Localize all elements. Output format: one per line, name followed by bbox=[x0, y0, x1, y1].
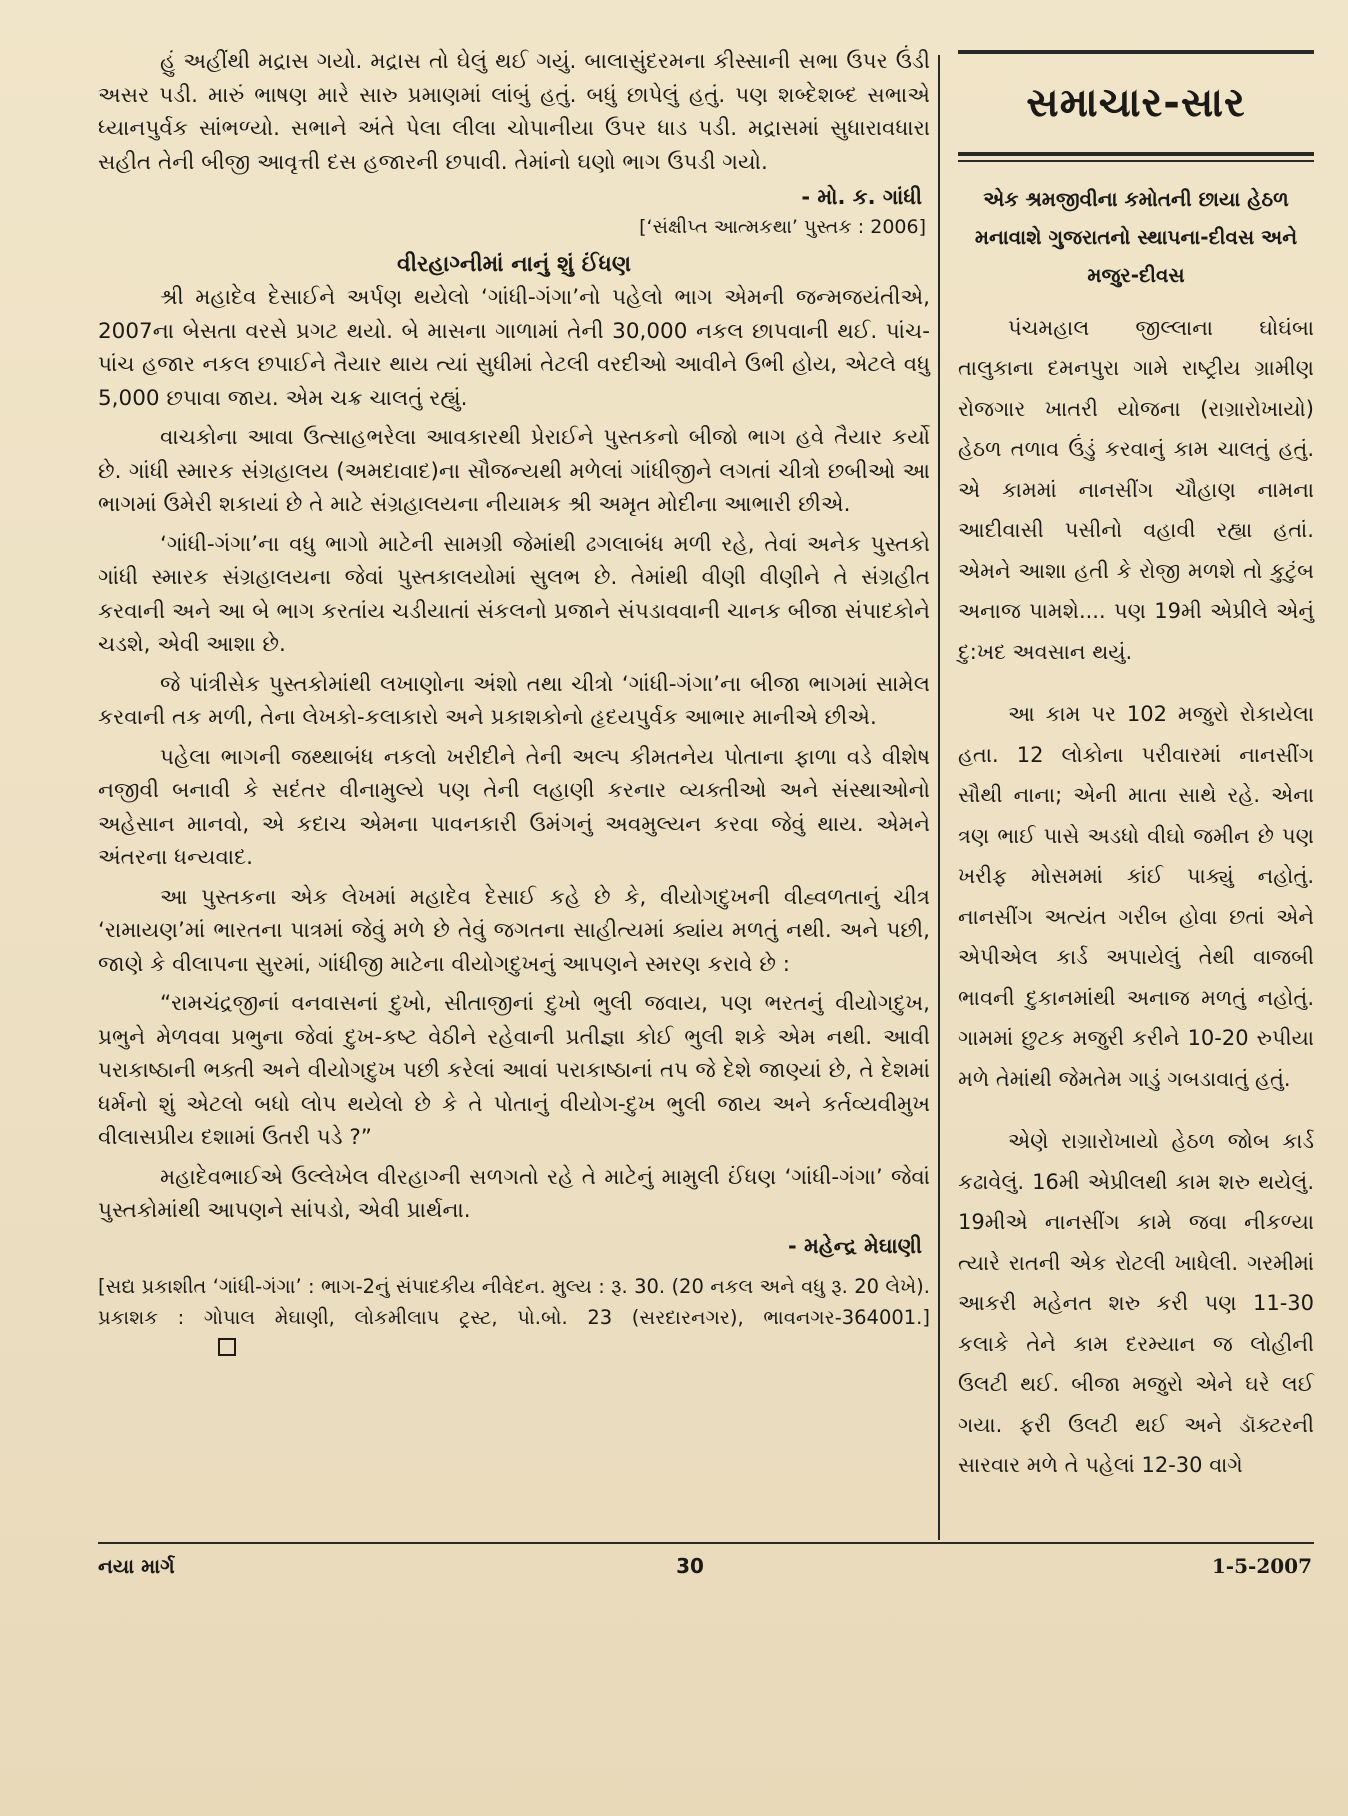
masthead-rule-top bbox=[958, 50, 1314, 54]
paragraph-8: મહાદેવભાઈએ ઉલ્લેખેલ વીરહાગ્ની સળગતો રહે તે માટેનું મામુલી ઈંધણ ‘ગાંધી-ગંગા’ જેવાં પુસ્તકોમાંથી આપણને સાંપડો, એવી પ્રાર્થના. bbox=[98, 1164, 930, 1223]
column-divider bbox=[938, 55, 940, 1540]
issue-date: 1-5-2007 bbox=[1211, 1554, 1312, 1578]
intro-paragraph: હું અહીંથી મદ્રાસ ગયો. મદ્રાસ તો ઘેલું થઈ ગયું. બાલાસુંદરમના કીસ્સાની સભા ઉપર ઉંડી અસર પડી. મારું ભાષણ મારે સારુ પ્રમાણમાં લાંબું હતું. બધું છાપેલું હતું. પણ શબ્દેશબ્દ સભાએ ધ્યાનપુર્વક સાંભળ્યો. સભાને અંતે પેલા લીલા ચોપાનીયા ઉપર ધાડ પડી. મદ્રાસમાં સુધારાવધારા સહીત તેની બીજી આવૃત્તી દસ હજારની છપાવી. તેમાંનો ઘણો ભાગ ઉપડી ગયો. bbox=[98, 49, 930, 175]
news-paragraph-1: પંચમહાલ જીલ્લાના ઘોઘંબા તાલુકાના દમનપુરા ગામે રાષ્ટ્રીય ગ્રામીણ રોજગાર ખાતરી યોજના (રાગ્રારોખાયો) હેઠળ તળાવ ઉંડું કરવાનું કામ ચાલતું હતું. એ કામમાં નાનસીંગ ચૌહાણ નામના આદીવાસી પસીનો વહાવી રહ્યા હતાં. એમને આશા હતી કે રોજી મળશે તો કુટુંબ અનાજ પામશે.... પણ 19મી એપ્રીલે એનું દુ:ખદ અવસાન થયું. bbox=[958, 315, 1314, 664]
paragraph-1: શ્રી મહાદેવ દેસાઈને અર્પણ થયેલો ‘ગાંધી-ગંગા’નો પહેલો ભાગ એમની જન્મજયંતીએ, 2007ના બેસતા વરસે પ્રગટ થયો. બે માસના ગાળામાં તેની 30,000 નકલ છાપવાની થઈ. પાંચ-પાંચ હજાર નકલ છપાઈને તૈયાર થાય ત્યાં સુધીમાં તેટલી વરદીઓ આવીને ઉભી હોય, એટલે વધુ 5,000 છપાવા જાય. એમ ચક્ર ચાલતું રહ્યું. bbox=[98, 285, 930, 411]
publication-note-text: [સદ્ય પ્રકાશીત ‘ગાંધી-ગંગા’ : ભાગ-2નું સંપાદકીય નીવેદન. મુલ્ય : રૂ. 30. (20 નકલ અને વધુ રૂ. 20 લેખે). પ્રકાશક : ગોપાલ મેઘાણી, લોકમીલાપ ટ્રસ્ટ, પો.બો. 23 (સરદારનગર), ભાવનગર-364001.] bbox=[98, 1274, 930, 1329]
end-square-icon bbox=[218, 1338, 236, 1356]
publication-name: નયા માર્ગ bbox=[98, 1554, 175, 1578]
publication-note bbox=[98, 1271, 930, 1364]
article-heading: વીરહાગ્નીમાં નાનું શું ઈંધણ bbox=[396, 252, 632, 277]
page-number: 30 bbox=[676, 1554, 704, 1578]
news-headline: એક શ્રમજીવીના કમોતની છાયા હેઠળ મનાવાશે ગુજરાતનો સ્થાપના-દીવસ અને મજુર-દીવસ bbox=[974, 186, 1298, 287]
signature-meghani: - મહેન્દ્ર મેઘાણી bbox=[787, 1233, 922, 1258]
paragraph-4: જે પાંત્રીસેક પુસ્તકોમાંથી લખાણોના અંશો તથા ચીત્રો ‘ગાંધી-ગંગા’ના બીજા ભાગમાં સામેલ કરવાની તક મળી, તેના લેખકો-કલાકારો અને પ્રકાશકોનો હૃદયપુર્વક આભાર માનીએ છીએ. bbox=[98, 671, 930, 730]
masthead-title: સમાચાર-સાર bbox=[1026, 80, 1246, 126]
editorial-column bbox=[98, 45, 930, 1364]
news-summary-column bbox=[958, 50, 1314, 1508]
paragraph-quote: “રામચંદ્રજીનાં વનવાસનાં દુખો, સીતાજીનાં દુખો ભુલી જવાય, પણ ભરતનું વીયોગદુખ, પ્રભુને મેળવવા પ્રભુના જેવાં દુખ-કષ્ટ વેઠીને રહેવાની પ્રતીજ્ઞા કોઈ ભુલી શકે એમ નથી. આવી પરાકાષ્ઠાની ભક્તી અને વીયોગદુખ પછી કરેલાં આવાં પરાકાષ્ઠાનાં તપ જે દેશે જાણ્યાં છે, તે દેશમાં ધર્મનો શું એટલો બધો લોપ થયેલો છે કે તે પોતાનું વીયોગ-દુખ ભુલી જાય અને કર્તવ્યવીમુખ વીલાસપ્રીય દશામાં ઉતરી પડે ?” bbox=[98, 991, 930, 1150]
paragraph-3: ‘ગાંધી-ગંગા’ના વધુ ભાગો માટેની સામગ્રી જેમાંથી ઢગલાબંધ મળી રહે, તેવાં અનેક પુસ્તકો ગાંધી સ્મારક સંગ્રહાલયના જેવાં પુસ્તકાલયોમાં સુલભ છે. તેમાંથી વીણી વીણીને તે સંગ્રહીત કરવાની અને આ બે ભાગ કરતાંય ચડીયાતાં સંકલનો પ્રજાને સંપડાવવાની ચાનક બીજા સંપાદકોને ચડશે, એવી આશા છે. bbox=[98, 531, 930, 657]
source-citation: [‘સંક્ષીપ્ત આત્મકથા’ પુસ્તક : 2006] bbox=[639, 216, 926, 238]
news-paragraph-3: એણે રાગ્રારોખાયો હેઠળ જોબ કાર્ડ કઢાવેલું. 16મી એપ્રીલથી કામ શરુ થયેલું. 19મીએ નાનસીંગ કામે જવા નીકળ્યા ત્યારે રાતની એક રોટલી ખાધેલી. ગરમીમાં આકરી મહેનત શરુ કરી પણ 11-30 કલાકે તેને કામ દરમ્યાન જ લોહીની ઉલટી થઈ. બીજા મજુરો એને ઘરે લઈ ગયા. ફરી ઉલટી થઈ અને ડૉક્ટરની સારવાર મળે તે પહેલાં 12-30 વાગે bbox=[958, 1129, 1314, 1477]
masthead-rule-bottom bbox=[958, 152, 1314, 156]
paragraph-5: પહેલા ભાગની જથ્થાબંધ નકલો ખરીદીને તેની અલ્પ કીમતનેય પોતાના ફાળા વડે વીશેષ નજીવી બનાવી કે સદંતર વીનામુલ્યે પણ તેની લહાણી કરનાર વ્યક્તીઓ અને સંસ્થાઓનો અહેસાન માનવો, એ કદાચ એમના પાવનકારી ઉમંગનું અવમુલ્યન કરવા જેવું થાય. એમને અંતરના ધન્યવાદ. bbox=[98, 744, 930, 870]
masthead-rule-thin bbox=[958, 160, 1314, 162]
footer-rule bbox=[98, 1542, 1314, 1544]
news-paragraph-2: આ કામ પર 102 મજુરો રોકાયેલા હતા. 12 લોકોના પરીવારમાં નાનસીંગ સૌથી નાના; એની માતા સાથે રહે. એના ત્રણ ભાઈ પાસે અડધો વીઘો જમીન છે પણ ખરીફ મોસમમાં કાંઈ પાક્યું નહોતું. નાનસીંગ અત્યંત ગરીબ હોવા છતાં એને એપીએલ કાર્ડ અપાયેલું તેથી વાજબી ભાવની દુકાનમાંથી અનાજ મળતું નહોતું. ગામમાં છુટક મજુરી કરીને 10-20 રુપીયા મળે તેમાંથી જેમતેમ ગાડું ગબડાવાતું હતું. bbox=[958, 702, 1314, 1091]
paragraph-6: આ પુસ્તકના એક લેખમાં મહાદેવ દેસાઈ કહે છે કે, વીયોગદુખની વીહ્વળતાનું ચીત્ર ‘રામાયણ’માં ભારતના પાત્રમાં જેવું મળે છે તેવું જગતના સાહીત્યમાં ક્યાંય મળતું નથી. અને પછી, જાણે કે વીલાપના સુરમાં, ગાંધીજી માટેના વીયોગદુખનું આપણને સ્મરણ કરાવે છે : bbox=[98, 884, 930, 977]
signature-gandhi: - મો. ક. ગાંધી bbox=[801, 185, 922, 209]
paragraph-2: વાચકોના આવા ઉત્સાહભરેલા આવકારથી પ્રેરાઈને પુસ્તકનો બીજો ભાગ હવે તૈયાર કર્યો છે. ગાંધી સ્મારક સંગ્રહાલય (અમદાવાદ)ના સૌજન્યથી મળેલાં ગાંધીજીને લગતાં ચીત્રો છબીઓ આ ભાગમાં ઉમેરી શકાયાં છે તે માટે સંગ્રહાલયના નીયામક શ્રી અમૃત મોદીના આભારી છીએ. bbox=[98, 425, 930, 517]
